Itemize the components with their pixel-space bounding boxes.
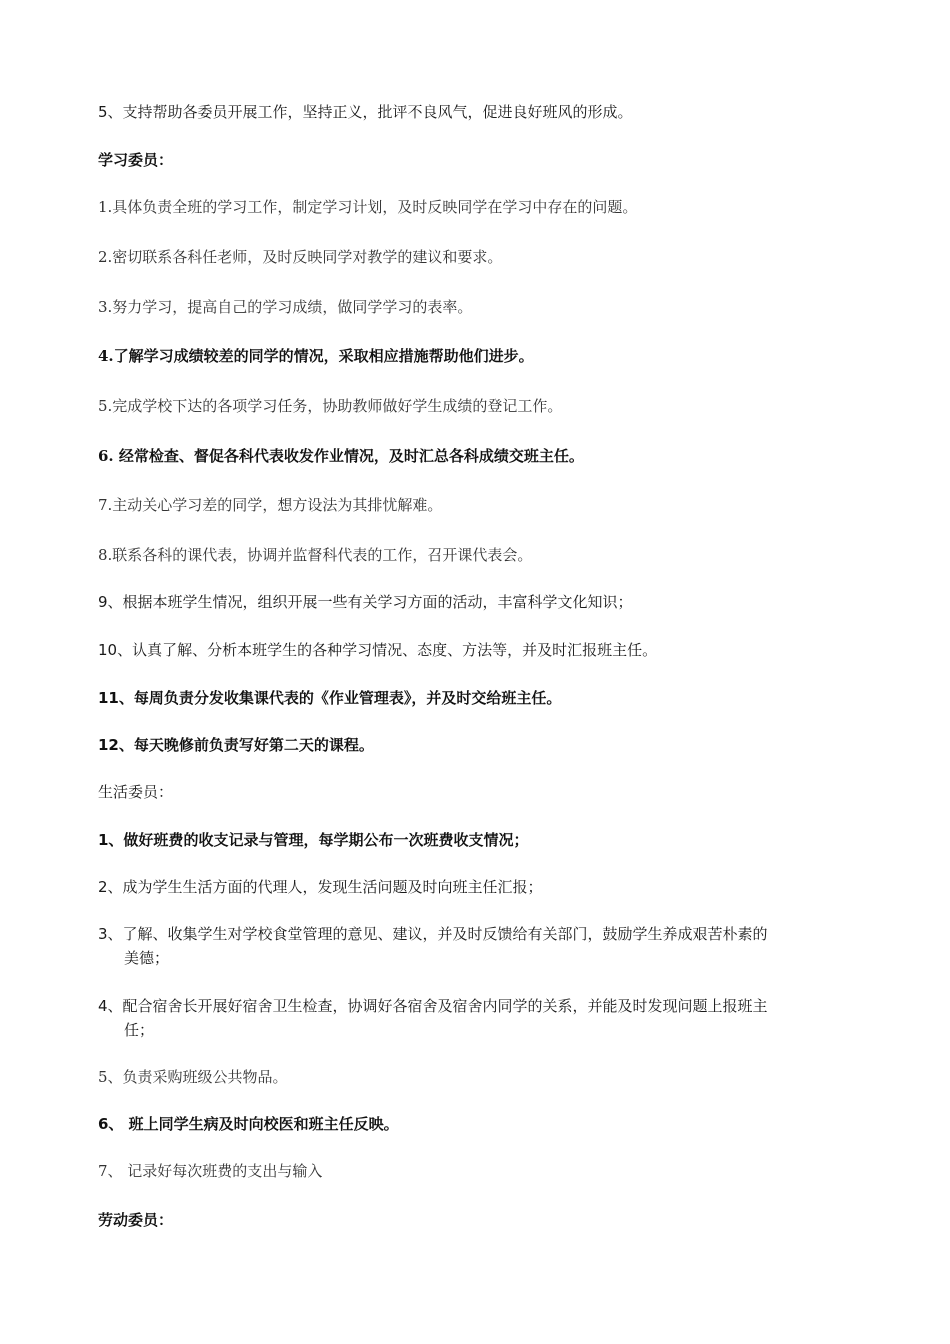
life-duty-4-line-2: 任； xyxy=(124,1021,155,1039)
life-duty-3-line-1: 3、了解、收集学生对学校食堂管理的意见、建议，并及时反馈给有关部门，鼓励学生养成艰苦朴素的 xyxy=(98,925,768,943)
life-duty-5: 5、负责采购班级公共物品。 xyxy=(98,1068,288,1086)
life-duty-4-line-1: 4、配合宿舍长开展好宿舍卫生检查，协调好各宿舍及宿舍内同学的关系，并能及时发现问题上报班主 xyxy=(98,997,768,1015)
life-duty-7: 7、 记录好每次班费的支出与输入 xyxy=(98,1162,323,1180)
monitor-duty-5: 5、支持帮助各委员开展工作，坚持正义，批评不良风气，促进良好班风的形成。 xyxy=(98,103,633,121)
life-duty-3 xyxy=(98,922,850,946)
study-duty-8: 8.联系各科的课代表，协调并监督科代表的工作，召开课代表会。 xyxy=(98,546,533,564)
study-committee-heading: 学习委员： xyxy=(98,151,174,169)
study-duty-7: 7.主动关心学习差的同学，想方设法为其排忧解难。 xyxy=(98,496,443,514)
study-duty-11: 11、每周负责分发收集课代表的《作业管理表》，并及时交给班主任。 xyxy=(98,689,562,707)
life-duty-2: 2、成为学生生活方面的代理人，发现生活问题及时向班主任汇报； xyxy=(98,878,543,896)
study-duty-1: 1.具体负责全班的学习工作，制定学习计划，及时反映同学在学习中存在的问题。 xyxy=(98,198,638,216)
study-duty-9: 9、根据本班学生情况，组织开展一些有关学习方面的活动，丰富科学文化知识； xyxy=(98,593,633,611)
labor-committee-heading: 劳动委员： xyxy=(98,1211,174,1229)
life-committee-heading: 生活委员： xyxy=(98,783,174,801)
study-duty-6: 6. 经常检查、督促各科代表收发作业情况，及时汇总各科成绩交班主任。 xyxy=(98,447,584,465)
study-duty-5: 5.完成学校下达的各项学习任务，协助教师做好学生成绩的登记工作。 xyxy=(98,397,563,415)
life-duty-1: 1、做好班费的收支记录与管理，每学期公布一次班费收支情况； xyxy=(98,831,529,849)
study-duty-2: 2.密切联系各科任老师，及时反映同学对教学的建议和要求。 xyxy=(98,248,503,266)
life-duty-4 xyxy=(98,994,850,1018)
study-duty-12: 12、每天晚修前负责写好第二天的课程。 xyxy=(98,736,374,754)
study-duty-10: 10、认真了解、分析本班学生的各种学习情况、态度、方法等，并及时汇报班主任。 xyxy=(98,641,658,659)
life-duty-6: 6、 班上同学生病及时向校医和班主任反映。 xyxy=(98,1115,399,1133)
life-duty-3-line-2: 美德； xyxy=(124,949,170,967)
study-duty-3: 3.努力学习，提高自己的学习成绩，做同学学习的表率。 xyxy=(98,298,473,316)
study-duty-4: 4.了解学习成绩较差的同学的情况，采取相应措施帮助他们进步。 xyxy=(98,347,534,365)
